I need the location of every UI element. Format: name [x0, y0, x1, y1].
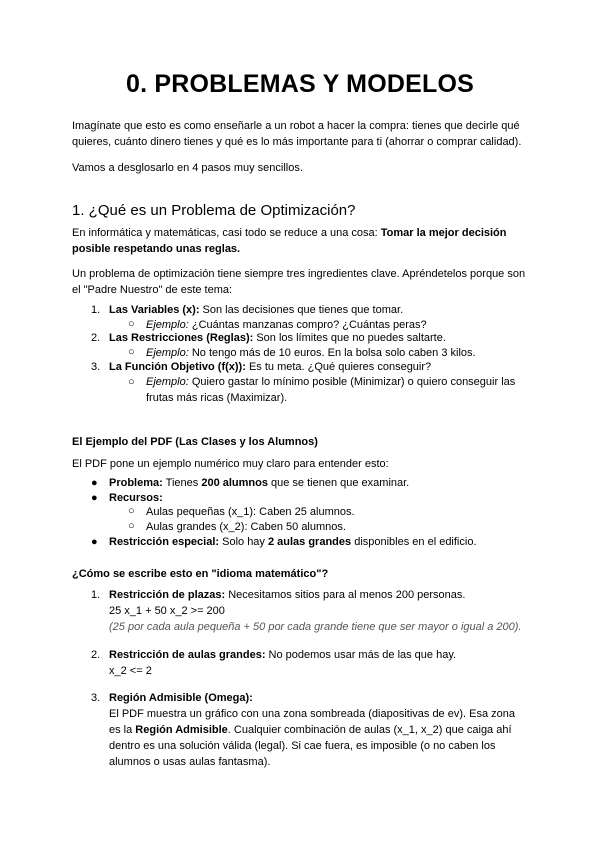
example-text: Quiero gastar lo mínimo posible (Minimizar) o quiero conseguir las frutas más ricas (Maximizar). — [146, 376, 516, 404]
bullet-icon: ● — [91, 492, 98, 504]
item-bold: 2 aulas grandes — [267, 536, 352, 548]
example-label: Ejemplo: — [146, 376, 189, 388]
item-text: Solo hay — [219, 536, 268, 548]
item-text: Necesitamos sitios para al menos 200 personas. — [225, 589, 466, 601]
hollow-bullet-icon: ○ — [128, 318, 135, 330]
formula: 25 x_1 + 50 x_2 >= 200 — [109, 605, 225, 617]
page-title: 0. PROBLEMAS Y MODELOS — [126, 70, 474, 98]
pdf-example-intro: El PDF pone un ejemplo numérico muy claro para entender esto: — [72, 458, 389, 470]
item-label: Las Variables (x): — [109, 304, 200, 316]
item-bold: Región Admisible — [135, 724, 228, 736]
bullet-icon: ● — [91, 477, 98, 489]
list-number: 2. — [91, 649, 101, 661]
math-item-line — [109, 587, 528, 603]
list-item-variables — [109, 302, 528, 318]
item-text: Son los límites que no puedes saltarte. — [253, 332, 446, 344]
list-number: 3. — [91, 361, 101, 373]
math-item-seats — [109, 587, 528, 635]
math-item-large-rooms — [109, 647, 528, 679]
item-label: Restricción de plazas: — [109, 589, 226, 601]
math-item-admissible-region — [109, 690, 528, 770]
hollow-bullet-icon: ○ — [128, 520, 135, 532]
intro-steps-paragraph: Vamos a desglosarlo en 4 pasos muy sencillos. — [72, 162, 303, 174]
definition-text: En informática y matemáticas, casi todo se reduce a una cosa: — [72, 227, 381, 239]
item-text: Es tu meta. ¿Qué quieres conseguir? — [245, 361, 432, 373]
example-text: ¿Cuántas manzanas compro? ¿Cuántas peras? — [188, 319, 427, 331]
math-heading: ¿Cómo se escribe esto en "idioma matemático"? — [72, 568, 329, 580]
item-label: Restricción de aulas grandes: — [109, 649, 266, 661]
item-text: Son las decisiones que tienes que tomar. — [199, 304, 404, 316]
list-item-restrictions — [109, 330, 528, 346]
item-label: Restricción especial: — [109, 536, 220, 548]
item-text: que se tienen que examinar. — [267, 477, 410, 489]
item-text: . Cualquier combinación de aulas (x_1, x_2) que caiga ahí dentro es una solución válida (legal). Si cae fuera, es imposible (o no caben los alumnos o usas aulas fantasma). — [109, 724, 512, 768]
list-item-restriccion — [109, 534, 528, 550]
hollow-bullet-icon: ○ — [128, 505, 135, 517]
item-label: Las Restricciones (Reglas): — [109, 332, 254, 344]
item-bold: 200 alumnos — [201, 477, 268, 489]
pdf-example-heading: El Ejemplo del PDF (Las Clases y los Alumnos) — [72, 436, 318, 448]
hollow-bullet-icon: ○ — [128, 346, 135, 358]
item-paragraph — [109, 706, 528, 770]
bullet-icon: ● — [91, 536, 98, 548]
item-label: La Función Objetivo (f(x)): — [109, 361, 246, 373]
item-text: Tienes — [162, 477, 202, 489]
example-label: Ejemplo: — [146, 319, 189, 331]
list-item-objective — [109, 359, 528, 375]
item-label: Región Admisible (Omega): — [109, 692, 253, 704]
item-text: disponibles en el edificio. — [351, 536, 477, 548]
section-heading-optimization: 1. ¿Qué es un Problema de Optimización? — [72, 202, 356, 219]
example-text: No tengo más de 10 euros. En la bolsa solo caben 3 kilos. — [188, 347, 476, 359]
example-label: Ejemplo: — [146, 347, 189, 359]
hollow-bullet-icon: ○ — [128, 376, 135, 388]
list-number: 1. — [91, 304, 101, 316]
resource-small-rooms: Aulas pequeñas (x_1): Caben 25 alumnos. — [146, 506, 355, 518]
item-label: Recursos: — [109, 492, 163, 504]
definition-bold: Tomar la mejor decisión posible respetando unas reglas. — [72, 227, 507, 255]
formula-note: (25 por cada aula pequeña + 50 por cada grande tiene que ser mayor o igual a 200). — [109, 621, 522, 633]
list-number: 2. — [91, 332, 101, 344]
item-text: No podemos usar más de las que hay. — [265, 649, 457, 661]
item-text: El PDF muestra un gráfico con una zona sombreada (diapositivas de ev). Esa zona es la — [109, 708, 515, 736]
resource-large-rooms: Aulas grandes (x_2): Caben 50 alumnos. — [146, 521, 346, 533]
formula: x_2 <= 2 — [109, 665, 152, 677]
ingredients-paragraph: Un problema de optimización tiene siempre tres ingredientes clave. Apréndetelos porque son el "Padre Nuestro" de este tema: — [72, 268, 526, 296]
intro-paragraph: Imagínate que esto es como enseñarle a un robot a hacer la compra: tienes que decirle qué quieres, cuánto dinero tienes y qué es lo más importante para ti (ahorrar o comprar calidad). — [72, 120, 522, 148]
item-label: Problema: — [109, 477, 163, 489]
example-objective — [146, 374, 526, 406]
list-number: 3. — [91, 692, 101, 704]
list-item-problema — [109, 475, 528, 491]
optimization-definition — [72, 225, 528, 257]
list-number: 1. — [91, 589, 101, 601]
math-item-line — [109, 647, 528, 663]
